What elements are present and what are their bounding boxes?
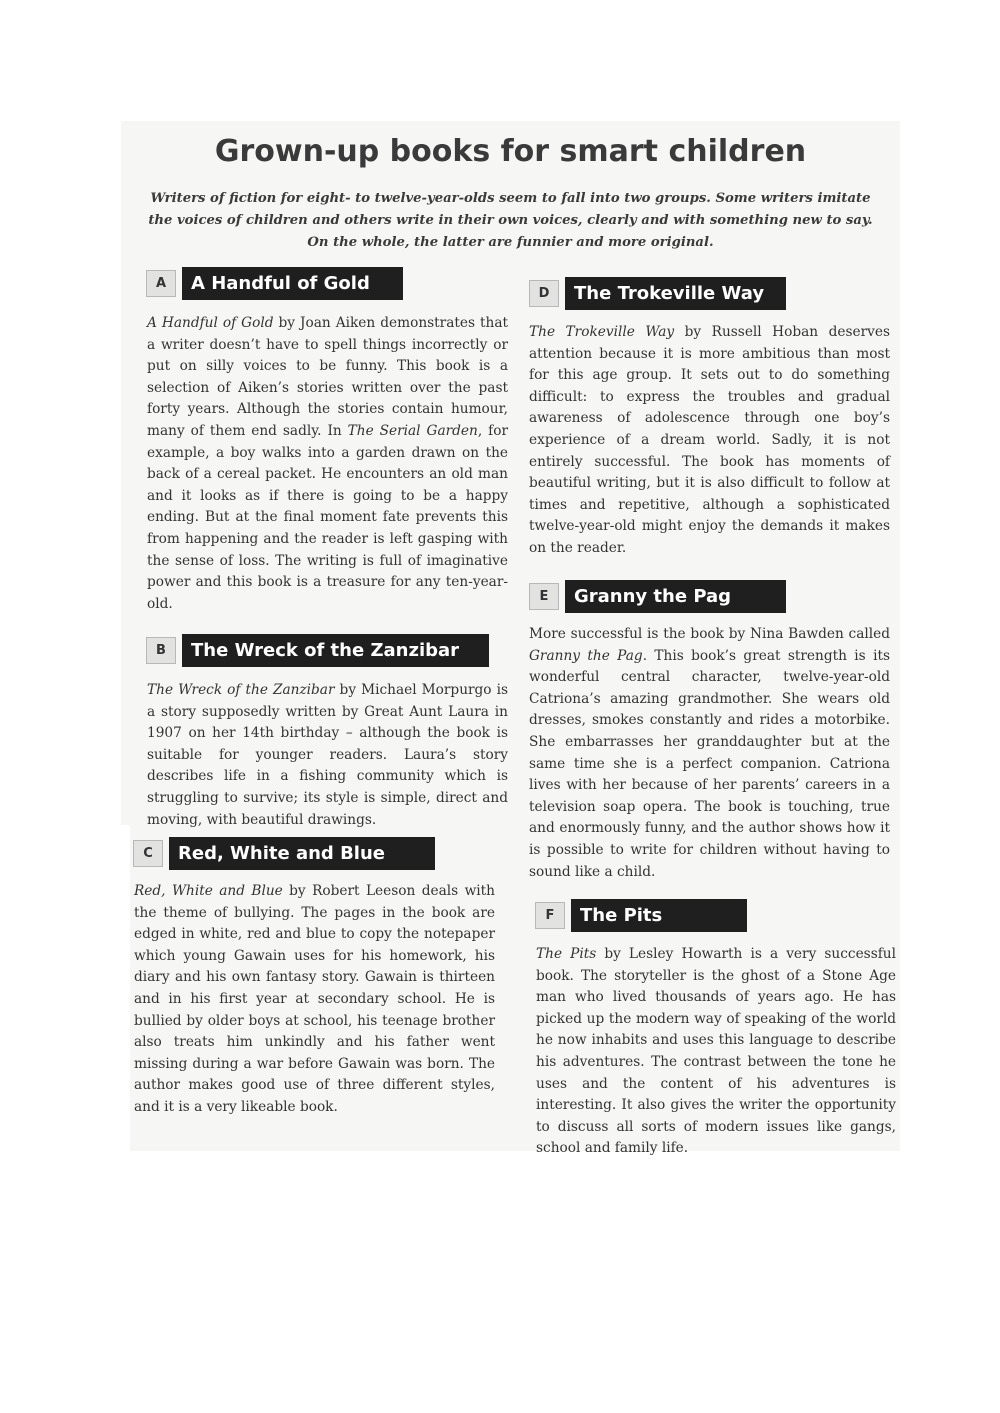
- section-a-text: [147, 313, 508, 615]
- section-title: Red, White and Blue: [169, 837, 435, 870]
- section-c-text: [134, 881, 495, 1119]
- book-title: The Trokeville Way: [529, 324, 675, 340]
- section-f-text: [536, 944, 896, 1160]
- section-letter: C: [133, 840, 163, 867]
- section-title: The Wreck of the Zanzibar: [182, 634, 489, 667]
- section-d-text: [529, 322, 890, 560]
- section-title: The Pits: [571, 899, 747, 932]
- body-text: by Russell Hoban deserves attention because it is more ambitious than most for this age group. It sets out to do something difficult: to express the troubles and gradual awareness of adolescence through one boy’s experience of a dream world. Sadly, it is not entirely successful. The book has moments of beautiful writing, but it is also difficult to follow at times and repetitive, although a sophisticated twelve-year-old might enjoy the demands it makes on the reader.: [529, 324, 890, 556]
- section-e-text: [529, 624, 890, 883]
- book-title: A Handful of Gold: [147, 315, 274, 331]
- book-title: The Wreck of the Zanzibar: [147, 682, 335, 698]
- body-text: , for example, a boy walks into a garden drawn on the back of a cereal packet. He encounters an old man and it looks as if there is going to be a happy ending. But at the final moment fate prevents this from happening and the reader is left gasping with the sense of loss. The writing is full of imaginative power and this book is a treasure for any ten-year-old.: [147, 422, 509, 612]
- section-title: A Handful of Gold: [182, 267, 403, 300]
- body-text: More successful is the book by Nina Bawden called: [529, 626, 890, 642]
- section-letter: F: [535, 902, 565, 929]
- book-title: Granny the Pag: [529, 647, 643, 664]
- intro-line: On the whole, the latter are funnier and more original.: [307, 235, 714, 250]
- section-b-text: [147, 680, 508, 831]
- section-title: Granny the Pag: [565, 580, 786, 613]
- section-letter: B: [146, 637, 176, 664]
- body-text: . This book’s great strength is its wonderful central character, twelve-year-old Catriona’s amazing grandmother. She wears old dresses, smokes constantly and rides a motorbike. She embarrasses her granddaughter but at the same time she is a perfect companion. Catriona lives with her because of her parents’ careers in a television soap opera. The book is touching, true and enormously funny, and the author shows how it is possible to write for children without having to sound like a child.: [529, 647, 890, 880]
- page-edge: [121, 825, 130, 1155]
- body-text: by Lesley Howarth is a very successful book. The storyteller is the ghost of a Stone Age man who lived thousands of years ago. He has picked up the modern way of speaking of the world he now inhabits and uses this language to describe his adventures. The contrast between the tone he uses and the content of his adventures is interesting. It also gives the writer the opportunity to discuss all sorts of modern issues like gangs, school and family life.: [536, 946, 896, 1157]
- section-title: The Trokeville Way: [565, 277, 786, 310]
- section-letter: A: [146, 270, 176, 297]
- body-text: by Joan Aiken demonstrates that a writer doesn’t have to spell things incorrectly or put on silly voices to be funny. This book is a selection of Aiken’s stories written over the past forty years. Although the stories contain humour, many of them end sadly. In: [147, 315, 508, 439]
- inline-book-title: The Serial Garden: [347, 422, 478, 439]
- body-text: by Robert Leeson deals with the theme of bullying. The pages in the book are edged in white, red and blue to copy the notepaper which young Gawain uses for his homework, his diary and his own fantasy story. Gawain is thirteen and in his first year at secondary school. He is bullied by older boys at school, his teenage brother also treats him unkindly and his father went missing during a war before Gawain was born. The author makes good use of three different styles, and it is a very likeable book.: [134, 883, 495, 1115]
- intro-line: the voices of children and others write in their own voices, clearly and with something new to say.: [148, 213, 873, 228]
- page-title: Grown-up books for smart children: [214, 134, 807, 169]
- intro-text: [138, 188, 883, 254]
- body-text: by Michael Morpurgo is a story supposedly written by Great Aunt Laura in 1907 on her 14th birthday – although the book is suitable for younger readers. Laura’s story describes life in a fishing community which is struggling to survive; its style is simple, direct and moving, with beautiful drawings.: [147, 682, 508, 828]
- book-title: Red, White and Blue: [134, 883, 283, 899]
- intro-line: Writers of fiction for eight- to twelve-year-olds seem to fall into two groups. Some writers imitate: [150, 191, 871, 206]
- section-letter: D: [529, 280, 559, 307]
- section-letter: E: [529, 583, 559, 610]
- book-title: The Pits: [536, 946, 597, 962]
